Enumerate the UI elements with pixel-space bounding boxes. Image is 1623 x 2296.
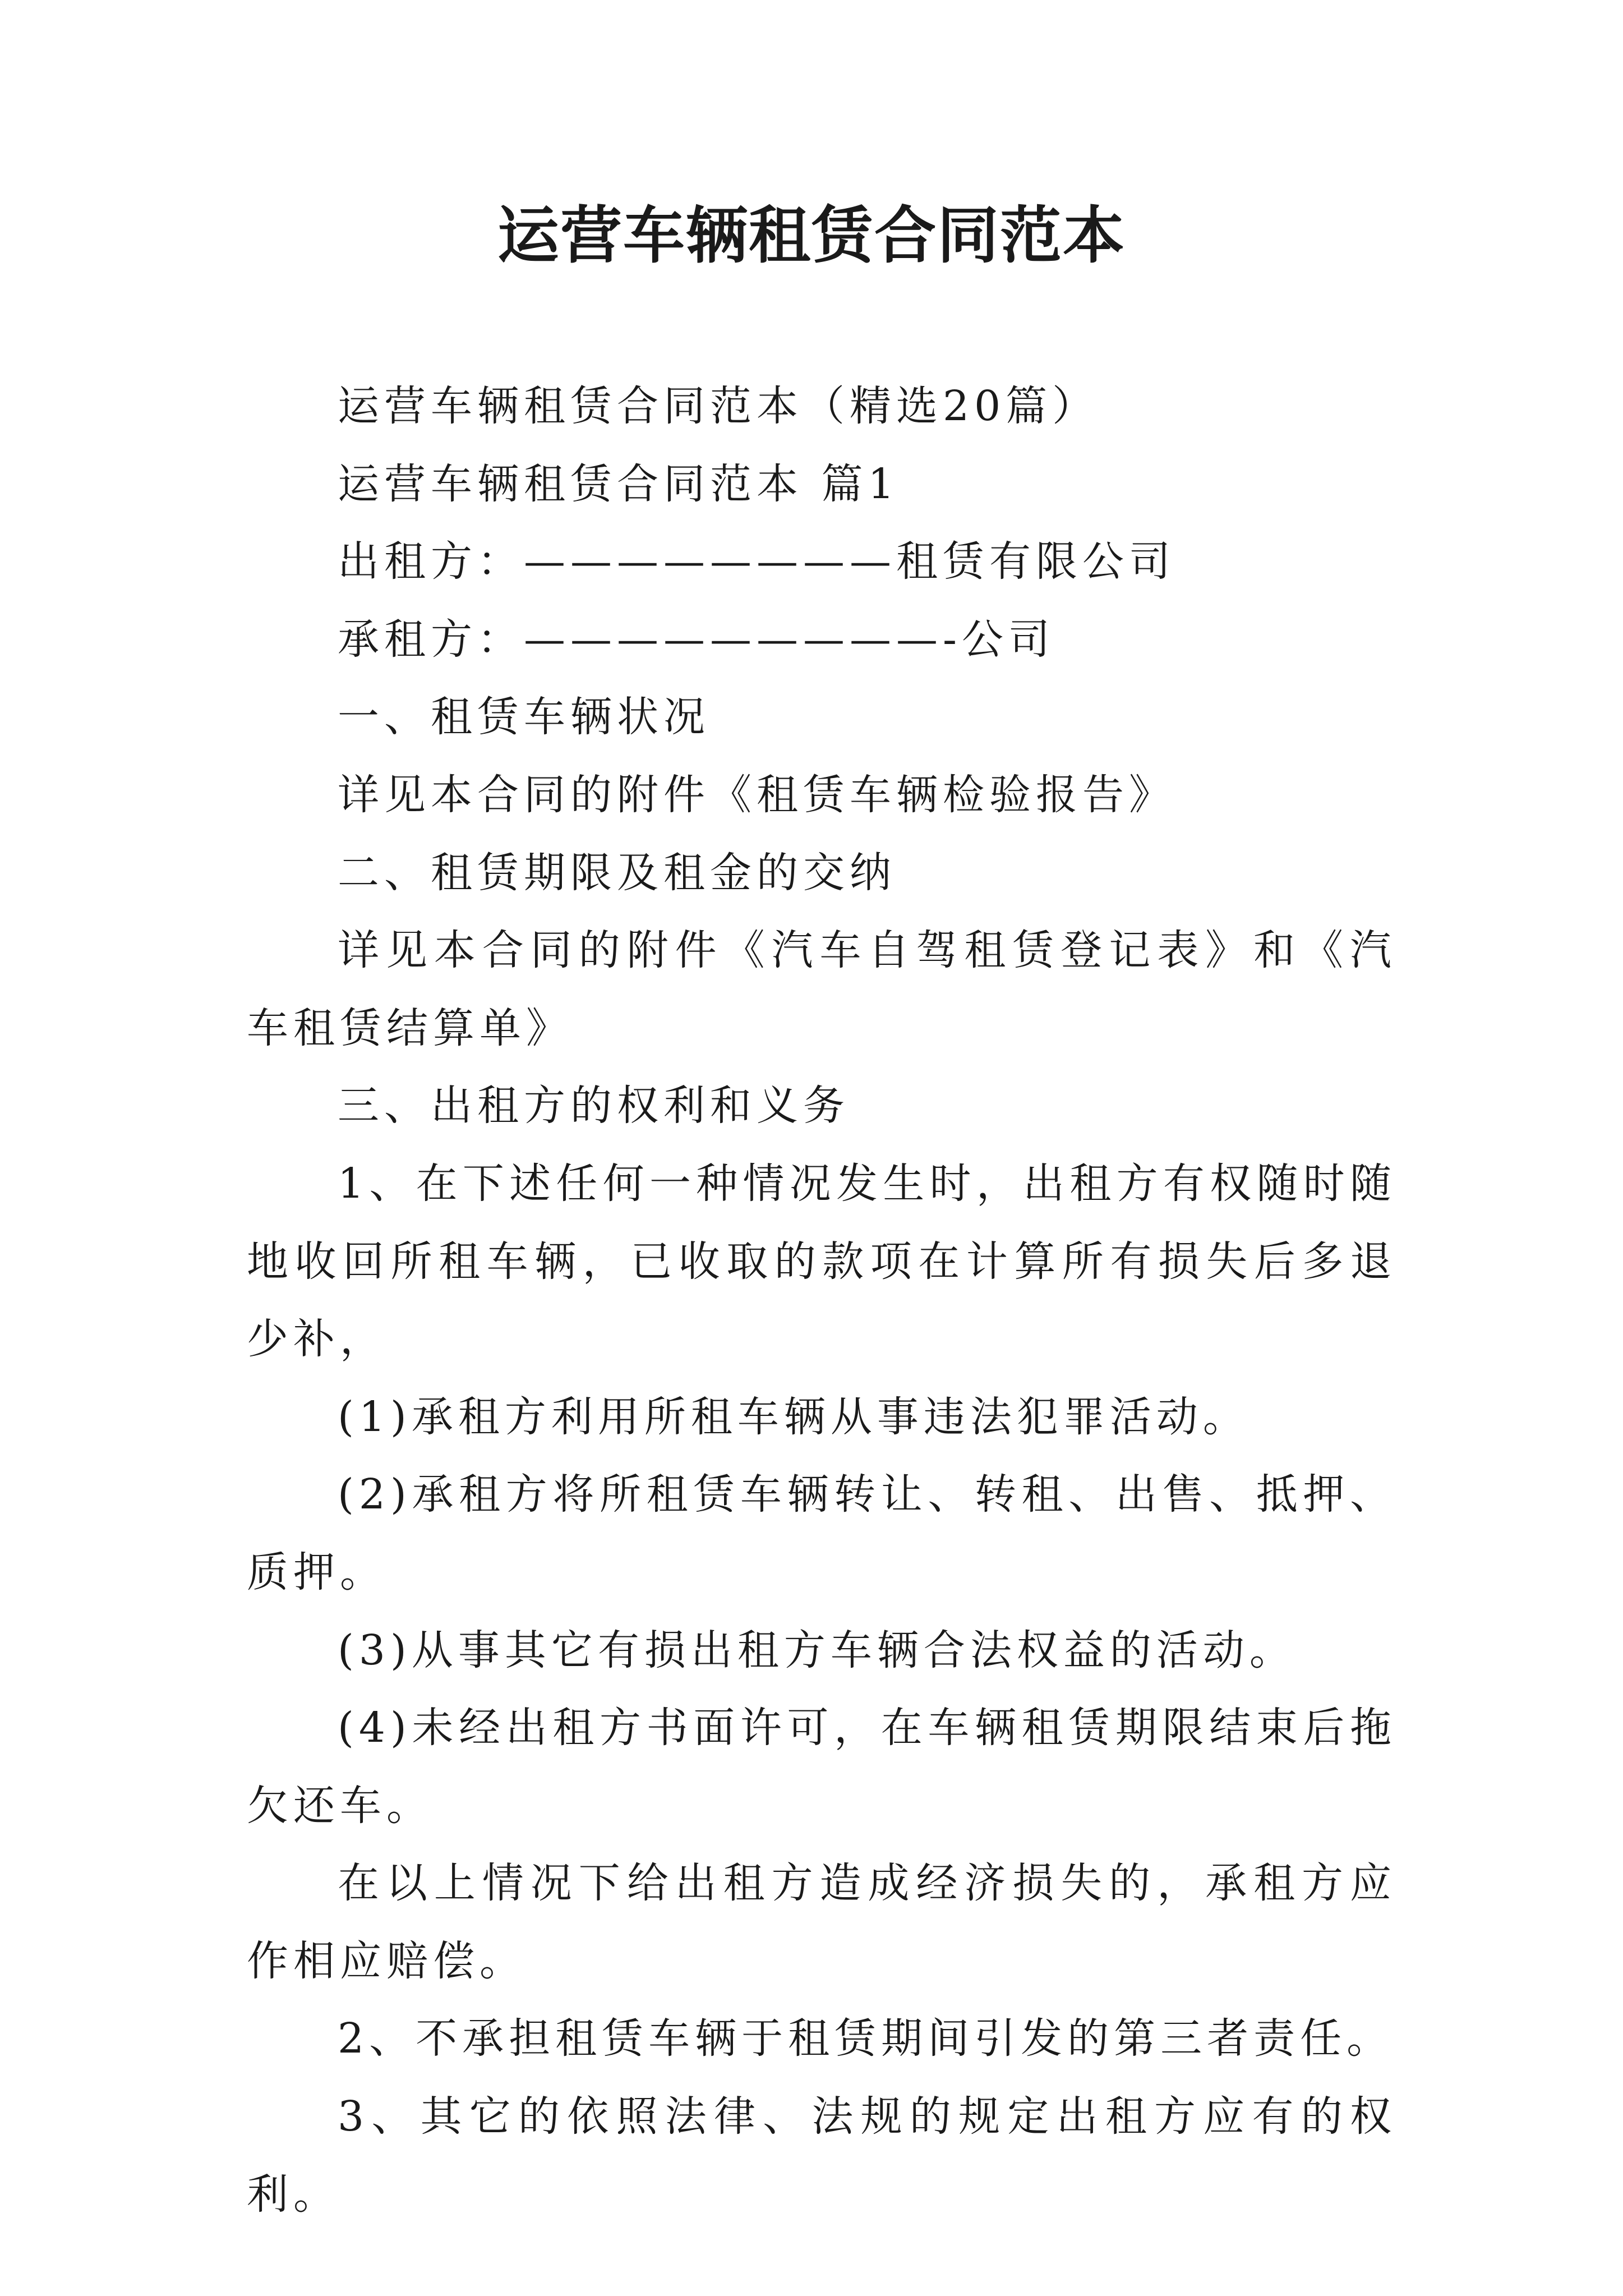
paragraph-lessee: 承租方：—————————-公司 bbox=[338, 615, 1055, 664]
paragraph-clause-2-body: 详见本合同的附件《汽车自驾租赁登记表》和《汽车租赁结算单》 bbox=[247, 926, 1396, 1052]
paragraph-sub-item-3: (3)从事其它有损出租方车辆合法权益的活动。 bbox=[338, 1626, 1296, 1674]
paragraph-clause-3-item-3: 3、其它的依照法律、法规的规定出租方应有的权利。 bbox=[247, 2092, 1396, 2219]
paragraph-clause-3-item-2: 2、不承担租赁车辆于租赁期间引发的第三者责任。 bbox=[338, 2014, 1394, 2063]
paragraph-section-heading: 运营车辆租赁合同范本 篇1 bbox=[338, 459, 900, 508]
paragraph-clause-2-heading: 二、租赁期限及租金的交纳 bbox=[338, 848, 896, 897]
paragraph-sub-item-2: (2)承租方将所租赁车辆转让、转租、出售、抵押、质押。 bbox=[247, 1470, 1396, 1596]
paragraph-clause-1-body: 详见本合同的附件《租赁车辆检验报告》 bbox=[338, 770, 1175, 819]
document-title: 运营车辆租赁合同范本 bbox=[497, 199, 1126, 272]
paragraph-lessor: 出租方：————————租赁有限公司 bbox=[338, 537, 1175, 586]
paragraph-clause-3-item-1: 1、在下述任何一种情况发生时，出租方有权随时随地收回所租车辆，已收取的款项在计算所有损失后多退少补， bbox=[247, 1159, 1396, 1364]
document-body bbox=[247, 367, 1396, 2233]
paragraph-sub-item-4: (4)未经出租方书面许可，在车辆租赁期限结束后拖欠还车。 bbox=[247, 1704, 1396, 1830]
paragraph-clause-1-heading: 一、租赁车辆状况 bbox=[338, 693, 710, 742]
paragraph-subtitle: 运营车辆租赁合同范本（精选20篇） bbox=[338, 382, 1099, 430]
paragraph-clause-3-heading: 三、出租方的权利和义务 bbox=[338, 1082, 850, 1130]
paragraph-compensation: 在以上情况下给出租方造成经济损失的，承租方应作相应赔偿。 bbox=[247, 1859, 1396, 1985]
paragraph-sub-item-1: (1)承租方利用所租车辆从事违法犯罪活动。 bbox=[338, 1392, 1249, 1441]
